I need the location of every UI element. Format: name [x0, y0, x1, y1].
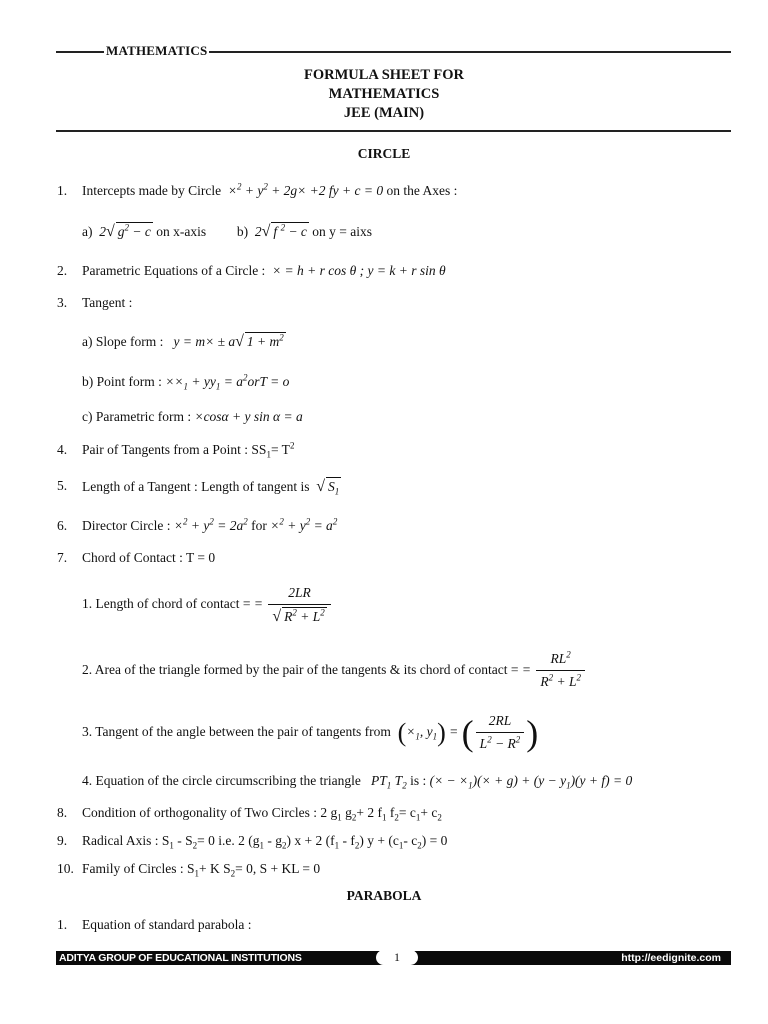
item-number: 4.: [57, 442, 68, 457]
formula: 2√ f $^2$ − c: [251, 222, 307, 240]
item-director-circle: Director Circle : $\times^2 + y^2 = 2a^2$ for $\times^2 + y^2 = a^2$: [82, 516, 338, 533]
section-heading-parabola: PARABOLA: [346, 888, 422, 903]
formula: ($\times_1$, $y_1$) = ( $\frac{2RL}{L^2 - R^2}$ ): [397, 712, 539, 753]
item-standard-parabola: Equation of standard parabola :: [82, 917, 252, 932]
title-line-2: MATHEMATICS: [328, 86, 440, 102]
item-area-triangle: 2. Area of the triangle formed by the pair of the tangents & its chord of contact = = $\frac{RL^2}{R^2 + L^2}$: [82, 648, 587, 692]
footer-url[interactable]: http://eedignite.com: [621, 952, 721, 964]
page-footer: [56, 951, 731, 965]
item-tangent: Tangent :: [82, 295, 133, 310]
title-line-1: FORMULA SHEET FOR: [303, 67, 465, 83]
item-slope-form: a) Slope form : y = m× ± a√ $1 + m^2$: [82, 332, 284, 350]
page-title: [0, 66, 768, 123]
formula: $\times^2 + y^2 = 2a^2$: [173, 516, 248, 533]
formula: y = m× ± a√ $1 + m^2$: [166, 332, 284, 350]
item-number: 8.: [57, 805, 68, 820]
item-tangent-angle: 3. Tangent of the angle between the pair of tangents from ($\times_1$, $y_1$) = ( $\frac{2RL}{L^2 - R^2}$ ): [82, 712, 539, 753]
item-circumscribing-circle: 4. Equation of the circle circumscribing the triangle $PT_1$ $T_2$ is : (× − $\times_1)(\times + g) + (y - y_1)(y + f) = 0$: [82, 773, 633, 791]
header-label: MATHEMATICS: [106, 43, 208, 58]
item-number: 3.: [57, 295, 68, 310]
item-length-chord: 1. Length of chord of contact = = $\frac{2LR}{√ R^2 + L^2}$: [82, 582, 333, 626]
item-point-form: b) Point form : $\times\times_1 + yy_1 = a^2orT = o$: [82, 372, 290, 392]
formula: $PT_1$ $T_2$: [364, 773, 407, 791]
formula: × = h + r cos θ ; y = k + r sin θ: [268, 263, 446, 278]
item-number: 6.: [57, 518, 68, 533]
footer-institution: ADITYA GROUP OF EDUCATIONAL INSTITUTIONS: [59, 952, 302, 964]
item-orthogonality: Condition of orthogonality of Two Circles : 2 $g_1$ $g_2+ 2$ $f_1$ $f_2= c_1+ c_2$: [82, 805, 442, 823]
page-number: 1: [376, 950, 418, 965]
item-family-circles: Family of Circles : $S_1+ K$ $S_2= 0$, S + KL = 0: [82, 861, 321, 879]
item-intercepts-values: a) 2√ $g^2 - c$ on x-axis b) 2√ f $^2$ − c on y = aixs: [82, 222, 373, 240]
item-parametric: Parametric Equations of a Circle : × = h + r cos θ ; y = k + r sin θ: [82, 263, 446, 278]
formula: = $\frac{RL^2}{R^2 + L^2}$: [522, 662, 587, 677]
item-intercepts: Intercepts made by Circle $\times^2 + y^2 + 2g\times +2$ fy + c = 0 on the Axes :: [82, 181, 458, 198]
formula: √ $S_1$: [316, 478, 340, 497]
item-number: 1.: [57, 917, 68, 932]
formula: $\times\times_1 + yy_1 = a^2orT = o$: [165, 372, 290, 392]
formula: 2√ $g^2 - c$: [95, 222, 151, 240]
formula: $\times^2 + y^2 = a^2$: [270, 516, 338, 533]
running-header: [56, 43, 731, 58]
item-number: 10.: [57, 861, 74, 876]
item-pair-tangents: Pair of Tangents from a Point : $SS_1= T^2$: [82, 440, 295, 460]
title-line-3: JEE (MAIN): [343, 105, 425, 121]
formula: (× − $\times_1)(\times + g) + (y - y_1)(y + f) = 0$: [429, 773, 633, 791]
item-parametric-form: c) Parametric form : ×cosα + y sin α = a: [82, 409, 303, 424]
item-chord-contact: Chord of Contact : T = 0: [82, 550, 216, 565]
section-heading-circle: CIRCLE: [357, 146, 411, 161]
item-number: 7.: [57, 550, 68, 565]
title-rule: [56, 130, 731, 132]
item-number: 9.: [57, 833, 68, 848]
formula: ×cosα + y sin α = a: [194, 409, 303, 424]
formula: $\times^2 + y^2 + 2g\times +2$ fy + c = 0: [224, 181, 384, 198]
item-number: 1.: [57, 183, 68, 198]
item-number: 5.: [57, 478, 68, 493]
item-number: 2.: [57, 263, 68, 278]
item-radical-axis: Radical Axis : $S_1 - S_2= 0$ i.e. 2 $(g_1 - g_2) x + 2$ $(f_1 - f_2) y + (c_1-$ $c_2) = 0$: [82, 833, 448, 851]
formula: = $\frac{2LR}{√ R^2 + L^2}$: [254, 596, 333, 611]
item-length-tangent: Length of a Tangent : Length of tangent is √ $S_1$: [82, 478, 340, 497]
